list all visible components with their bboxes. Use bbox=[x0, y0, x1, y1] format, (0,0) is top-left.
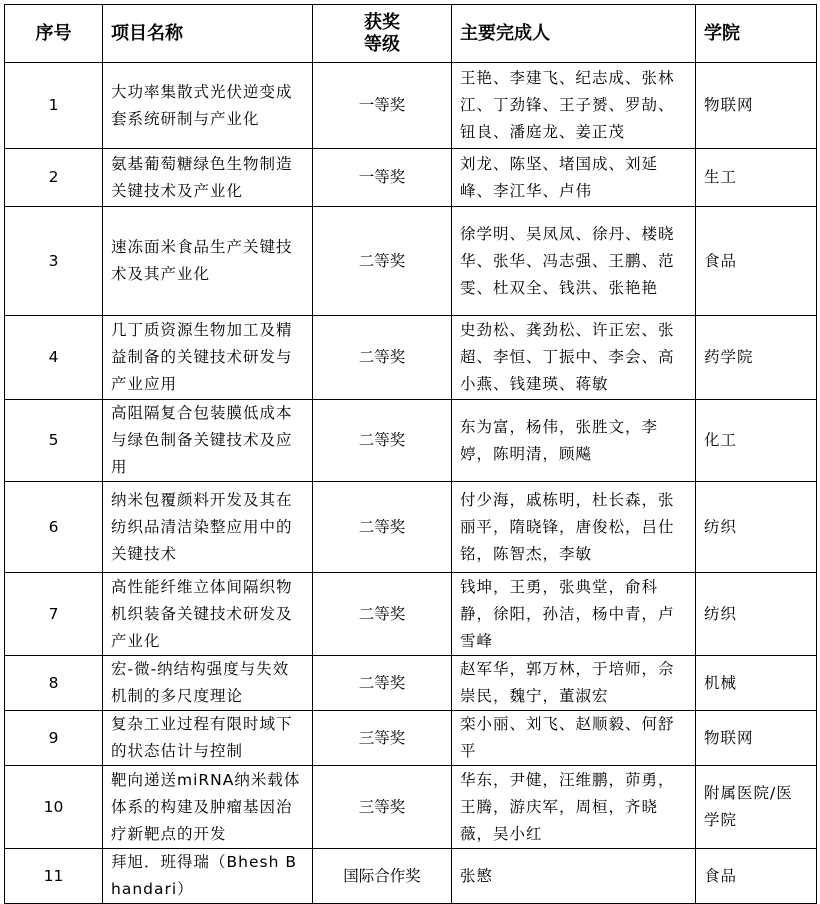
cell-award-level: 三等奖 bbox=[313, 766, 452, 849]
cell-award-level: 国际合作奖 bbox=[313, 849, 452, 904]
cell-main-people: 徐学明、吴凤凤、徐丹、楼晓华、张华、冯志强、王鹏、范雯、杜双全、钱洪、张艳艳 bbox=[452, 207, 696, 316]
header-project-name: 项目名称 bbox=[103, 5, 313, 63]
header-main-people: 主要完成人 bbox=[452, 5, 696, 63]
header-award-level bbox=[313, 5, 452, 63]
cell-college: 物联网 bbox=[696, 63, 817, 149]
cell-college: 生工 bbox=[696, 149, 817, 207]
awards-table bbox=[4, 4, 817, 904]
cell-award-level: 二等奖 bbox=[313, 207, 452, 316]
cell-main-people: 王艳、李建飞、纪志成、张林江、丁劲锋、王子赟、罗劼、钮良、潘庭龙、姜正茂 bbox=[452, 63, 696, 149]
header-no: 序号 bbox=[5, 5, 103, 63]
cell-no: 10 bbox=[5, 766, 103, 849]
cell-award-level: 一等奖 bbox=[313, 149, 452, 207]
cell-award-level: 二等奖 bbox=[313, 316, 452, 400]
table-row bbox=[5, 849, 817, 904]
cell-project-name: 氨基葡萄糖绿色生物制造关键技术及产业化 bbox=[103, 149, 313, 207]
cell-project-name: 纳米包覆颜料开发及其在纺织品清洁染整应用中的关键技术 bbox=[103, 482, 313, 573]
cell-project-name: 速冻面米食品生产关键技术及其产业化 bbox=[103, 207, 313, 316]
cell-award-level: 三等奖 bbox=[313, 711, 452, 766]
cell-project-name: 宏-微-纳结构强度与失效机制的多尺度理论 bbox=[103, 656, 313, 711]
cell-no: 3 bbox=[5, 207, 103, 316]
cell-project-name: 高性能纤维立体间隔织物机织装备关键技术研发及产业化 bbox=[103, 573, 313, 656]
cell-main-people: 张慜 bbox=[452, 849, 696, 904]
cell-no: 4 bbox=[5, 316, 103, 400]
table-row bbox=[5, 207, 817, 316]
cell-award-level: 二等奖 bbox=[313, 482, 452, 573]
cell-award-level: 一等奖 bbox=[313, 63, 452, 149]
cell-no: 5 bbox=[5, 400, 103, 482]
cell-project-name: 高阻隔复合包装膜低成本与绿色制备关键技术及应用 bbox=[103, 400, 313, 482]
cell-project-name: 几丁质资源生物加工及精益制备的关键技术研发与产业应用 bbox=[103, 316, 313, 400]
table-row bbox=[5, 656, 817, 711]
header-award-level-line1: 获奖 bbox=[364, 11, 400, 33]
cell-main-people: 史劲松、龚劲松、许正宏、张超、李恒、丁振中、李会、高小燕、钱建瑛、蒋敏 bbox=[452, 316, 696, 400]
cell-main-people: 东为富，杨伟，张胜文，李婷，陈明清，顾飚 bbox=[452, 400, 696, 482]
cell-college: 食品 bbox=[696, 207, 817, 316]
cell-college: 附属医院/医学院 bbox=[696, 766, 817, 849]
cell-no: 2 bbox=[5, 149, 103, 207]
cell-project-name: 大功率集散式光伏逆变成套系统研制与产业化 bbox=[103, 63, 313, 149]
cell-main-people: 刘龙、陈坚、堵国成、刘延峰、李江华、卢伟 bbox=[452, 149, 696, 207]
cell-main-people: 钱坤，王勇，张典堂，俞科静，徐阳，孙洁，杨中青，卢雪峰 bbox=[452, 573, 696, 656]
cell-college: 食品 bbox=[696, 849, 817, 904]
cell-college: 药学院 bbox=[696, 316, 817, 400]
table-row bbox=[5, 573, 817, 656]
cell-college: 化工 bbox=[696, 400, 817, 482]
table-row bbox=[5, 711, 817, 766]
cell-project-name: 靶向递送miRNA纳米载体体系的构建及肿瘤基因治疗新靶点的开发 bbox=[103, 766, 313, 849]
cell-college: 机械 bbox=[696, 656, 817, 711]
cell-award-level: 二等奖 bbox=[313, 400, 452, 482]
cell-no: 8 bbox=[5, 656, 103, 711]
cell-main-people: 赵军华，郭万林，于培师，佘崇民，魏宁，董淑宏 bbox=[452, 656, 696, 711]
table-row bbox=[5, 766, 817, 849]
table-row bbox=[5, 400, 817, 482]
cell-college: 物联网 bbox=[696, 711, 817, 766]
cell-no: 9 bbox=[5, 711, 103, 766]
cell-main-people: 付少海，戚栋明，杜长森，张丽平，隋晓锋，唐俊松，吕仕铭，陈智杰，李敏 bbox=[452, 482, 696, 573]
cell-project-name: 复杂工业过程有限时域下的状态估计与控制 bbox=[103, 711, 313, 766]
cell-college: 纺织 bbox=[696, 573, 817, 656]
cell-no: 11 bbox=[5, 849, 103, 904]
cell-main-people: 华东，尹健，汪维鹏，茆勇，王腾，游庆军，周桓，齐晓薇，吴小红 bbox=[452, 766, 696, 849]
header-row bbox=[5, 5, 817, 63]
header-award-level-line2: 等级 bbox=[364, 33, 400, 55]
table-row bbox=[5, 482, 817, 573]
table-row bbox=[5, 63, 817, 149]
cell-project-name: 拜旭．班得瑞（Bhesh Bhandari） bbox=[103, 849, 313, 904]
table-row bbox=[5, 149, 817, 207]
table-row bbox=[5, 316, 817, 400]
header-college: 学院 bbox=[696, 5, 817, 63]
cell-no: 1 bbox=[5, 63, 103, 149]
cell-award-level: 二等奖 bbox=[313, 573, 452, 656]
cell-award-level: 二等奖 bbox=[313, 656, 452, 711]
cell-no: 6 bbox=[5, 482, 103, 573]
cell-no: 7 bbox=[5, 573, 103, 656]
cell-college: 纺织 bbox=[696, 482, 817, 573]
cell-main-people: 栾小丽、刘飞、赵顺毅、何舒平 bbox=[452, 711, 696, 766]
